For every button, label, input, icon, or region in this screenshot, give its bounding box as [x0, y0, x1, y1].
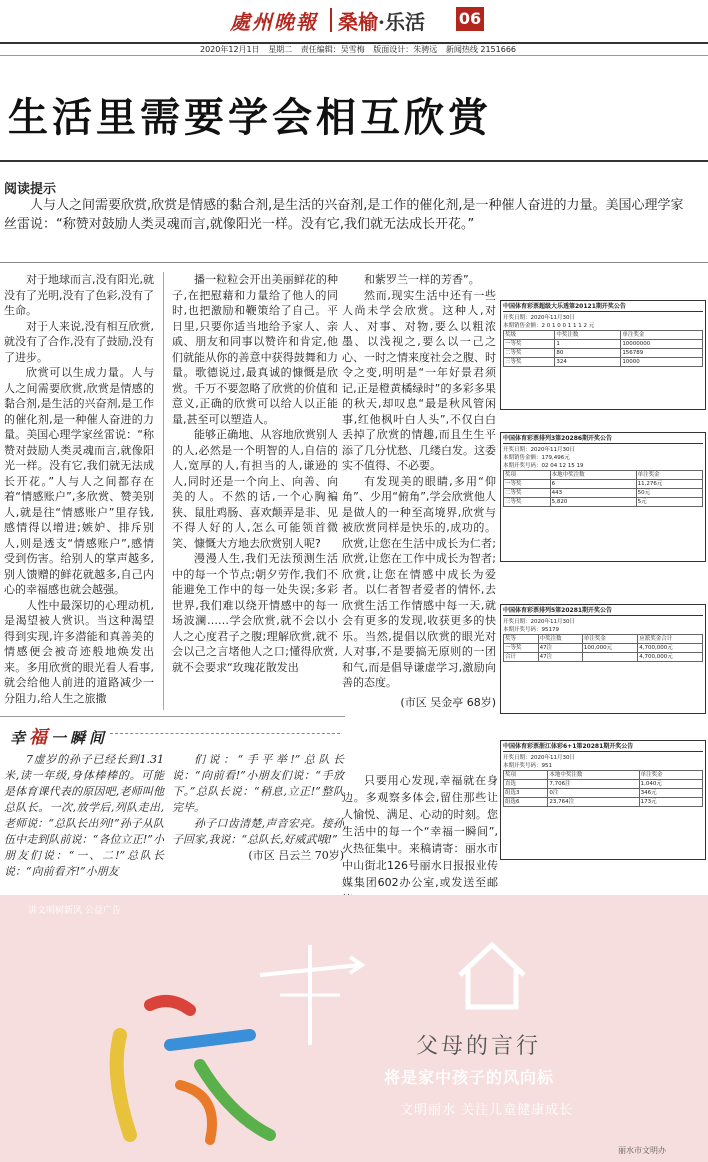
table-cell: 三等奖 [504, 498, 551, 507]
masthead-divider [330, 8, 332, 32]
lottery-ad-line: 本期销售金额：179,496元 [503, 455, 570, 461]
table-row [504, 480, 703, 489]
section-name [338, 6, 425, 35]
page-number: 06 [456, 7, 484, 31]
table-cell: 二等奖 [504, 489, 551, 498]
table-cell: 4,700,000元 [638, 644, 703, 653]
table-row [504, 340, 703, 349]
lottery-ad-1 [500, 300, 706, 410]
paragraph: 能够正确地、从容地欣赏别人的人,必然是一个明智的人,自信的人,宽厚的人,有担当的人,谦逊的人,同时还是一个向上、向善、向美的人。不然的话,一个心胸褊狭、鼠肚鸡肠、喜欢颠弄是非、见不得人好的人,怎么可能领首微笑、慷慨大方地去欣赏别人呢? [172, 428, 338, 550]
table-cell: 156789 [621, 349, 703, 358]
lottery-ad-line: 开奖日期：2020年11月30日 [503, 755, 575, 761]
table-cell: 二等奖 [504, 349, 555, 358]
table-row [504, 358, 703, 367]
section-dashed-rule [110, 733, 340, 734]
section-main: 桑榆 [338, 10, 378, 34]
table-cell: 组选6 [504, 798, 548, 807]
hand-letter-shape [180, 1085, 212, 1140]
table-row [504, 771, 703, 780]
paragraph: 和紫罗兰一样的芳香”。 [364, 273, 480, 286]
article-column-2 [172, 272, 338, 710]
table-row [504, 789, 703, 798]
table-cell: 1,040元 [639, 780, 702, 789]
lottery-ad-title: 中国体育彩票排列5第20281期开奖公告 [503, 607, 703, 616]
editor-credit: 责任编辑：吴雪梅 [300, 45, 365, 54]
lottery-ad-title: 中国体育彩票浙江体彩6+1第20281期开奖公告 [503, 743, 703, 752]
table-cell: 直选 [504, 780, 548, 789]
table-cell: 奖项 [504, 471, 551, 480]
column-rule [163, 272, 164, 710]
table-cell: 本地中奖注数 [548, 771, 639, 780]
section-title-part: 一瞬间 [51, 729, 109, 747]
table-cell: 23,764注 [548, 798, 639, 807]
lottery-ad-3 [500, 604, 706, 714]
table-cell [582, 653, 637, 662]
table-cell: 5元 [636, 498, 702, 507]
table-cell: 324 [555, 358, 621, 367]
table-cell: 一等奖 [504, 340, 555, 349]
table-cell: 合计 [504, 653, 539, 662]
table-cell: 三等奖 [504, 358, 555, 367]
paragraph: 然而,现实生活中还有一些人尚未学会欣赏。这种人,对人、对事、对物,要么以粗浓墨、以浅视之,要么以一己之心、一时之情来度社会之腹、时令之变,明明是“一年好景君须记,正是橙黄橘绿时”的多彩多果的秋天,却叹息“最是秋风管闲事,红他枫叶白人头”,不仅白白丢掉了欣赏的情趣,而且生生平添了几分忧愁、几缕白发。这委实不值得、不必要。 [342, 288, 496, 472]
paragraph: 们说：“手平举!”总队长说：“向前看!”小朋友们说：“手放下。”总队长说：“稍息,立正!”整队完毕。 [172, 753, 344, 814]
table-cell: 6 [550, 480, 636, 489]
hand-letter-shape [170, 1035, 250, 1045]
table-cell: 4,700,000元 [638, 653, 703, 662]
table-cell: 一等奖 [504, 480, 551, 489]
psa-sponsor: 丽水市文明办 [618, 1146, 666, 1155]
table-cell: 中奖注数 [555, 331, 621, 340]
paragraph: 对于地球而言,没有阳光,就没有了光明,没有了色彩,没有了生命。 [4, 273, 154, 317]
house-outline [460, 945, 524, 1007]
table-row [504, 798, 703, 807]
table-cell: 本地中奖注数 [550, 471, 636, 480]
hand-letter-shape [150, 1001, 190, 1010]
designer-credit: 版面设计：朱骋远 [373, 45, 438, 54]
table-cell: 单注奖金 [639, 771, 702, 780]
table-cell: 80 [555, 349, 621, 358]
lottery-ad-line: 开奖日期：2020年11月30日 [503, 619, 575, 625]
reading-tip-label: 阅读提示 [4, 182, 57, 197]
table-cell: 奖级 [504, 331, 555, 340]
table-cell: 单注奖金 [636, 471, 702, 480]
table-cell: 组选3 [504, 789, 548, 798]
psa-slogan-2: 将是家中孩子的风向标 [384, 1068, 555, 1087]
paragraph: 对于人来说,没有相互欣赏,就没有了合作,没有了鼓励,没有了进步。 [4, 319, 154, 364]
paragraph: 有发现美的眼睛,多用“仰角”、少用“俯角”,学会欣赏他人是做人的一种至高境界,欣赏与被欣赏同样是快乐的,成功的。欣赏,让您在生活中成长为仁者;欣赏,让您在工作中成长为智者;欣赏,让您在情感中成长为爱者。以仁者智者爱者的情怀,去欣赏生活工作情感中每一天,就会有更多的发现,收获更多的快乐。当然,提倡以欣赏的眼光对人对事,不是要搞无原则的一团和气,而是倡导谦虚学习,激励向善的态度。 [342, 474, 496, 689]
psa-slogan-3: 文明丽水 关注儿童健康成长 [400, 1103, 574, 1118]
psa-slogan-1: 父母的言行 [416, 1034, 542, 1059]
section-title-hand: 福 [29, 727, 52, 748]
house-icon [452, 935, 532, 1015]
lottery-ad-line: 本期销售金额：2 0 1 0 0 1 1 1 2 元 [503, 323, 595, 329]
tip-rule [0, 262, 708, 263]
table-cell: 443 [550, 489, 636, 498]
table-cell: 5,820 [550, 498, 636, 507]
section-sub: ·乐活 [378, 10, 425, 34]
paragraph: 7虚岁的孙子已经长到1.31米,读一年级,身体棒棒的。可能是体育课代表的原因吧,老师叫他总队长。一次,放学后,列队走出,老师说：“总队长出列!”孙子从队伍中走到队前说：“各位立正!”小朋友们说：“一、二!”总队长说：“向前看齐!”小朋友 [4, 753, 164, 878]
table-cell: 单注奖金 [582, 635, 637, 644]
headline-rule [0, 160, 708, 162]
issue-date: 2020年12月1日 [200, 45, 260, 54]
paragraph: 孙子口齿清楚,声音宏亮。接孙子回家,我说：“总队长,好威武哦!” [172, 817, 344, 846]
masthead [0, 0, 708, 42]
lottery-ad-line: 本期开奖号码：951 [503, 763, 552, 769]
table-row [504, 635, 703, 644]
lottery-ads [500, 270, 706, 880]
section-title-part: 幸 [10, 729, 30, 747]
table-cell: 346元 [639, 789, 702, 798]
table-cell: 应派奖金合计 [638, 635, 703, 644]
article-headline: 生活里需要学会相互欣赏 [8, 94, 492, 141]
lottery-ad-line: 开奖日期：2020年11月30日 [503, 447, 575, 453]
table-cell: 10000000 [621, 340, 703, 349]
table-cell: 10000 [621, 358, 703, 367]
table-cell: 1 [555, 340, 621, 349]
table-cell: 一等奖 [504, 644, 539, 653]
table-row [504, 653, 703, 662]
lottery-ad-2 [500, 432, 706, 562]
table-row [504, 489, 703, 498]
reading-tip-text: 人与人之间需要欣赏,欣赏是情感的黏合剂,是生活的兴奋剂,是工作的催化剂,是一种催人奋进的力量。美国心理学家丝雷说：“称赞对鼓励人类灵魂而言,就像阳光一样。没有它,我们就无法成长开花。” [4, 198, 684, 232]
table-cell: 50元 [636, 489, 702, 498]
issue-weekday: 星期二 [268, 45, 293, 54]
table-cell: 单注奖金 [621, 331, 703, 340]
wind-vane-illustration [80, 935, 400, 1155]
table-row [504, 349, 703, 358]
table-row [504, 471, 703, 480]
lottery-ad-line: 本期开奖号码：95179 [503, 627, 559, 633]
lottery-ad-title: 中国体育彩票排列3第20286期开奖公告 [503, 435, 703, 444]
lottery-ad-table [503, 634, 703, 662]
story-column-1 [4, 752, 164, 882]
table-cell: 100,000元 [582, 644, 637, 653]
paragraph: 漫漫人生,我们无法预测生活中的每一个节点;朝夕劳作,我们不能避免工作中的每一处失误;多彩世界,我们难以绕开情感中的每一场波澜……学会欣赏,就不会以小人之心度君子之腹;理解欣赏,就不会以己之言堵他人之口;懂得欣赏,就不会要求“玫瑰花散发出 [172, 552, 338, 674]
public-service-ad [0, 895, 708, 1162]
psa-tag: 讲文明树新风 公益广告 [28, 906, 121, 916]
table-cell: 173元 [639, 798, 702, 807]
section-title [10, 723, 108, 749]
lottery-ad-title: 中国体育彩票超级大乐透第20121期开奖公告 [503, 303, 703, 312]
hand-letter-shape [117, 1035, 130, 1135]
table-row [504, 644, 703, 653]
article-byline: (市区 吴金亭 68岁) [400, 695, 496, 709]
table-cell: 47注 [538, 644, 582, 653]
table-cell: 7,706注 [548, 780, 639, 789]
paragraph: 欣赏可以生成力量。人与人之间需要欣赏,欣赏是情感的黏合剂,是生活的兴奋剂,是工作的催化剂,是一种催人奋进的力量。美国心理学家丝雷说：“称赞对鼓励人类灵魂而言,就像阳光一样。没有它,我们就无法成长开花。”人与人之间都存在着“情感账户”,多欣赏、赞美别人,就是往“情感账户”里存钱,感情得以增进;嫉妒、排斥别人,则是透支“情感账户”,感情受到伤害。给别人的掌声越多,别人馈赠的鲜花就越多,自己内心的幸福感也就会越强。 [4, 366, 154, 596]
lottery-ad-line: 本期开奖号码：02 04 12 15 19 [503, 463, 584, 469]
news-hotline: 新闻热线 2151666 [445, 45, 516, 54]
paragraph: 人性中最深切的心理动机,是渴望被人赏识。当这种渴望得到实现,许多潜能和真善美的情感便会被奇迹般地焕发出来。多用欣赏的眼光看人看事,就会给他人前进的道路减少一分阻力,给人生之旅撒 [4, 598, 154, 705]
section-header [0, 716, 345, 746]
lottery-ad-line: 开奖日期：2020年11月30日 [503, 315, 575, 321]
paragraph: 只要用心发现,幸福就在身边。多观察多体会,留住那些让人愉悦、满足、心动的时刻。您生活中的每一个“幸福一瞬间”,火热征集中。来稿请寄：丽水市中山街北126号丽水日报报业传媒集团602办公室,或发送至邮 [342, 774, 498, 889]
table-cell: 中奖注数 [538, 635, 582, 644]
table-row [504, 331, 703, 340]
table-row [504, 498, 703, 507]
table-cell: 奖等 [504, 635, 539, 644]
story-column-2 [172, 752, 344, 882]
table-cell: 奖项 [504, 771, 548, 780]
lottery-ad-table [503, 330, 703, 367]
lottery-ad-table [503, 770, 703, 807]
info-bar [0, 42, 708, 56]
article-column-1 [4, 272, 154, 710]
story-byline: (市区 吕云兰 70岁) [248, 849, 344, 862]
lottery-ad-table [503, 470, 703, 507]
table-row [504, 780, 703, 789]
article-column-3 [342, 272, 496, 710]
table-cell: 47注 [538, 653, 582, 662]
call-for-submissions [342, 772, 498, 889]
table-cell: 0注 [548, 789, 639, 798]
lottery-ad-4 [500, 740, 706, 860]
paragraph: 播一粒粒会开出美丽鲜花的种子,在把慰藉和力量给了他人的同时,也把激励和鞭策给了自己。平日里,只要你适当地给予家人、亲戚、朋友和同事以赞许和肯定,他们就能从你的善意中获得鼓舞和力量。歌德说过,最真诚的慷慨是欣赏。千万不要忽略了欣赏的价值和意义,正确的欣赏可以给人以正能量,甚至可以塑造人。 [172, 273, 338, 426]
table-cell: 11,276元 [636, 480, 702, 489]
newspaper-logo: 處州晚報 [230, 10, 318, 34]
